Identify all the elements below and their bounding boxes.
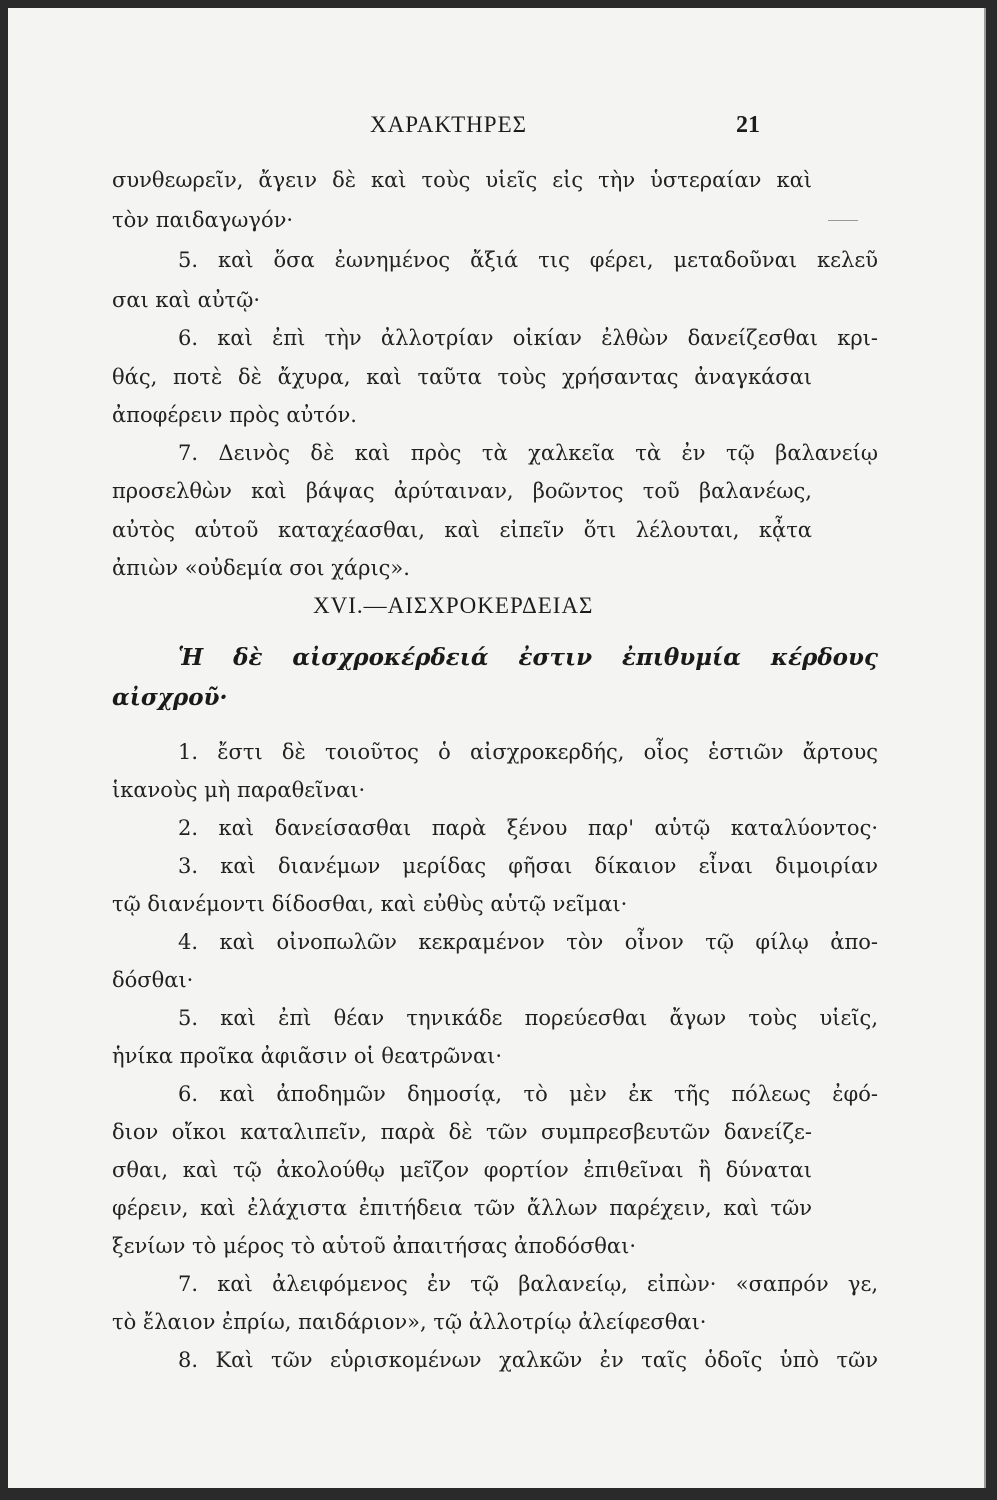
text-line: τὸν παιδαγωγόν· xyxy=(112,208,294,232)
text-line: 2. καὶ δανείσασθαι παρὰ ξένου παρ' αὑτῷ καταλύοντος· xyxy=(178,816,878,840)
text-line: 7. Δεινὸς δὲ καὶ πρὸς τὰ χαλκεῖα τὰ ἐν τῷ βαλανείῳ xyxy=(178,441,878,465)
text-line: συνθεωρεῖν, ἄγειν δὲ καὶ τοὺς υἱεῖς εἰς τὴν ὑστεραίαν καὶ xyxy=(112,168,812,192)
text-line: ξενίων τὸ μέρος τὸ αὑτοῦ ἀπαιτήσας ἀποδόσθαι· xyxy=(112,1234,637,1258)
running-head-title: ΧΑΡΑΚΤΗΡΕΣ xyxy=(370,112,528,137)
page-number: 21 xyxy=(736,112,760,138)
definition-line: Ἡ δὲ αἰσχροκέρδειά ἐστιν ἐπιθυμία κέρδους xyxy=(178,644,878,671)
book-page xyxy=(8,8,986,1488)
text-line: 5. καὶ ἐπὶ θέαν τηνικάδε πορεύεσθαι ἄγων τοὺς υἱεῖς, xyxy=(178,1006,878,1030)
text-line: αὐτὸς αὑτοῦ καταχέασθαι, καὶ εἰπεῖν ὅτι λέλουται, κᾆτα xyxy=(112,518,812,542)
text-line: φέρειν, καὶ ἐλάχιστα ἐπιτήδεια τῶν ἄλλων παρέχειν, καὶ τῶν xyxy=(112,1196,812,1220)
text-line: τῷ διανέμοντι δίδοσθαι, καὶ εὐθὺς αὑτῷ νεῖμαι· xyxy=(112,892,628,916)
text-line: προσελθὼν καὶ βάψας ἀρύταιναν, βοῶντος τοῦ βαλανέως, xyxy=(112,479,812,503)
text-line: 3. καὶ διανέμων μερίδας φῆσαι δίκαιον εἶναι διμοιρίαν xyxy=(178,854,878,878)
text-line: ἀποφέρειν πρὸς αὐτόν. xyxy=(112,403,357,427)
text-line: 8. Καὶ τῶν εὑρισκομένων χαλκῶν ἐν ταῖς ὁδοῖς ὑπὸ τῶν xyxy=(178,1348,878,1372)
margin-mark xyxy=(828,220,858,221)
text-line: ἱκανοὺς μὴ παραθεῖναι· xyxy=(112,778,366,802)
text-line: ἡνίκα προῖκα ἀφιᾶσιν οἱ θεατρῶναι· xyxy=(112,1044,503,1068)
text-line: σθαι, καὶ τῷ ἀκολούθῳ μεῖζον φορτίον ἐπιθεῖναι ἢ δύναται xyxy=(112,1158,812,1182)
text-line: σαι καὶ αὐτῷ· xyxy=(112,288,261,312)
text-line: διον οἴκοι καταλιπεῖν, παρὰ δὲ τῶν συμπρεσβευτῶν δανείζε- xyxy=(112,1120,812,1144)
text-line: 5. καὶ ὅσα ἐωνημένος ἄξιά τις φέρει, μεταδοῦναι κελεῦ xyxy=(178,248,878,272)
text-line: 4. καὶ οἰνοπωλῶν κεκραμένον τὸν οἶνον τῷ φίλῳ ἀπο- xyxy=(178,930,878,954)
text-line: 7. καὶ ἀλειφόμενος ἐν τῷ βαλανείῳ, εἰπὼν· «σαπρόν γε, xyxy=(178,1272,878,1296)
text-line: ἀπιὼν «οὐδεμία σοι χάρις». xyxy=(112,556,410,580)
section-heading: XVI.—ΑΙΣΧΡΟΚΕΡΔΕΙΑΣ xyxy=(313,593,594,618)
text-line: 1. ἔστι δὲ τοιοῦτος ὁ αἰσχροκερδής, οἷος ἑστιῶν ἄρτους xyxy=(178,740,878,764)
text-line: τὸ ἔλαιον ἐπρίω, παιδάριον», τῷ ἀλλοτρίῳ ἀλείφεσθαι· xyxy=(112,1310,707,1334)
text-line: θάς, ποτὲ δὲ ἄχυρα, καὶ ταῦτα τοὺς χρήσαντας ἀναγκάσαι xyxy=(112,365,812,389)
text-line: 6. καὶ ἀποδημῶν δημοσίᾳ, τὸ μὲν ἐκ τῆς πόλεως ἐφό- xyxy=(178,1082,878,1106)
definition-line: αἰσχροῦ· xyxy=(112,684,228,711)
text-line: δόσθαι· xyxy=(112,968,194,992)
text-line: 6. καὶ ἐπὶ τὴν ἀλλοτρίαν οἰκίαν ἐλθὼν δανείζεσθαι κρι- xyxy=(178,326,878,350)
